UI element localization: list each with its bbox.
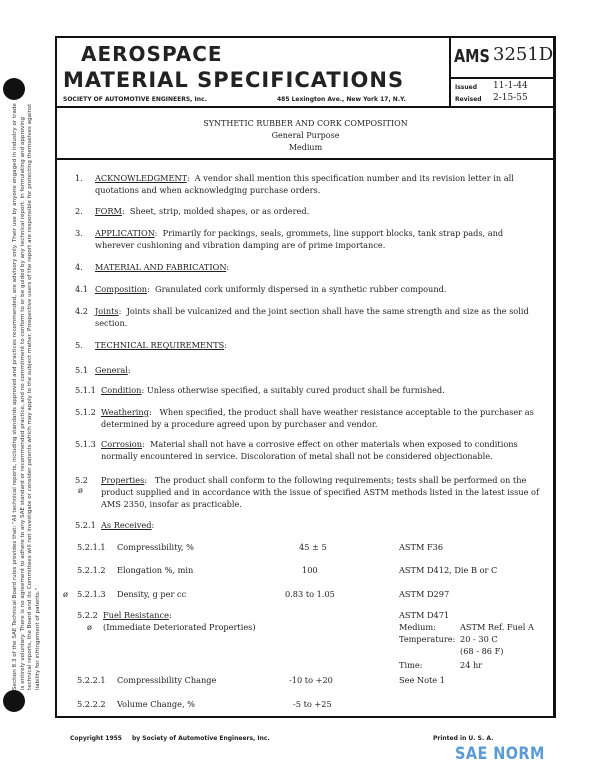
- title-sub2: Medium: [288, 143, 323, 152]
- fuel-resistance: 5.2.2 Fuel Resistance: ø (Immediate Deteriorated Properties) ASTM D471 Medium: ASTM Ref. Fuel A Temperature: 20 - 30 C (68 - 86 F) Time: 24 hr: [77, 610, 534, 670]
- section-2: 2. FORM: Sheet, strip, molded shapes, or as ordered.: [75, 206, 310, 216]
- society-address: 485 Lexington Ave., New York 17, N.Y.: [277, 96, 406, 103]
- printed-in: Printed in U. S. A.: [433, 735, 494, 742]
- section-5-2: 5.2 Properties: The product shall conform to the following requirements; tests shall be performed on the product supplied and in accordance with the issue of specified ASTM methods listed in the latest issue of AMS 2350, insofar as practicable.: [75, 475, 539, 509]
- section-4-2: 4.2 Joints: Joints shall be vulcanized and the joint section shall have the same strength and size as the solid section.: [75, 306, 529, 328]
- section-5-1-3: 5.1.3 Corrosion: Material shall not have a corrosive effect on other materials when exposed to conditions normally encountered in service. Discoloration of metal shall not be considered objectionable.: [75, 439, 518, 461]
- revised-label: Revised: [455, 96, 482, 103]
- title-sub1: General Purpose: [271, 131, 340, 140]
- header-line2: MATERIAL SPECIFICATIONS: [63, 68, 405, 92]
- copyright: Copyright 1955: [70, 735, 122, 742]
- revised-date: 2-15-55: [493, 93, 528, 103]
- revision-mark: ø: [78, 486, 83, 495]
- issued-date: 11-1-44: [493, 81, 528, 91]
- section-5-2-1: 5.2.1 As Received:: [75, 520, 155, 530]
- header: [55, 36, 449, 108]
- dates-box: [449, 79, 556, 108]
- copyright-holder: by Society of Automotive Engineers, Inc.: [132, 735, 270, 742]
- header-line1: AEROSPACE: [81, 42, 223, 66]
- section-5-1-1: 5.1.1 Condition: Unless otherwise specified, a suitably cured product shall be furnished.: [75, 385, 445, 395]
- punch-hole-bottom: [3, 690, 25, 712]
- sae-norm-watermark: SAE NORM: [455, 744, 545, 764]
- title-main: SYNTHETIC RUBBER AND CORK COMPOSITION: [203, 119, 408, 128]
- section-3: 3. APPLICATION: Primarily for packings, seals, grommets, line support blocks, tank strap pads, and wherever cushioning and vibration damping are of prime importance.: [75, 228, 504, 250]
- sae-disclaimer: Section 8.3 of the SAE Technical Board rules provides that: "All technical reports, including standards approved and practices recommended, are advisory only. Their use by anyone engaged in industry or trade is entirely voluntary. There is no agreement to adhere to any SAE standard or recommended practice, and no commitment to conform to or be guided by any technical report. In formulating and approving technical reports, the Board and its Committees will not investigate or consider patents which may apply to the subject matter. Prospective users of the report are responsible for protecting themselves against liability for infringement of patents.": [12, 103, 41, 690]
- section-5-1-2: 5.1.2 Weathering: When specified, the product shall have weather resistance acceptable to the purchaser as determined by a procedure agreed upon by purchaser and vendor.: [75, 407, 534, 429]
- section-1: 1. ACKNOWLEDGMENT: A vendor shall mention this specification number and its revision letter in all quotations and when acknowledging purchase orders.: [75, 173, 514, 195]
- ams-prefix: AMS: [454, 46, 490, 67]
- ams-number-box: [449, 36, 556, 79]
- society-name: SOCIETY OF AUTOMOTIVE ENGINEERS, Inc.: [63, 96, 207, 103]
- section-4: 4. MATERIAL AND FABRICATION:: [75, 262, 229, 272]
- ams-number: 3251D: [493, 44, 554, 65]
- section-5-1: 5.1 General:: [75, 365, 131, 375]
- section-4-1: 4.1 Composition: Granulated cork uniformly dispersed in a synthetic rubber compound.: [75, 284, 447, 294]
- spec-title: [55, 108, 556, 160]
- issued-label: Issued: [455, 84, 478, 91]
- section-5: 5. TECHNICAL REQUIREMENTS:: [75, 340, 227, 350]
- punch-hole-top: [3, 78, 25, 100]
